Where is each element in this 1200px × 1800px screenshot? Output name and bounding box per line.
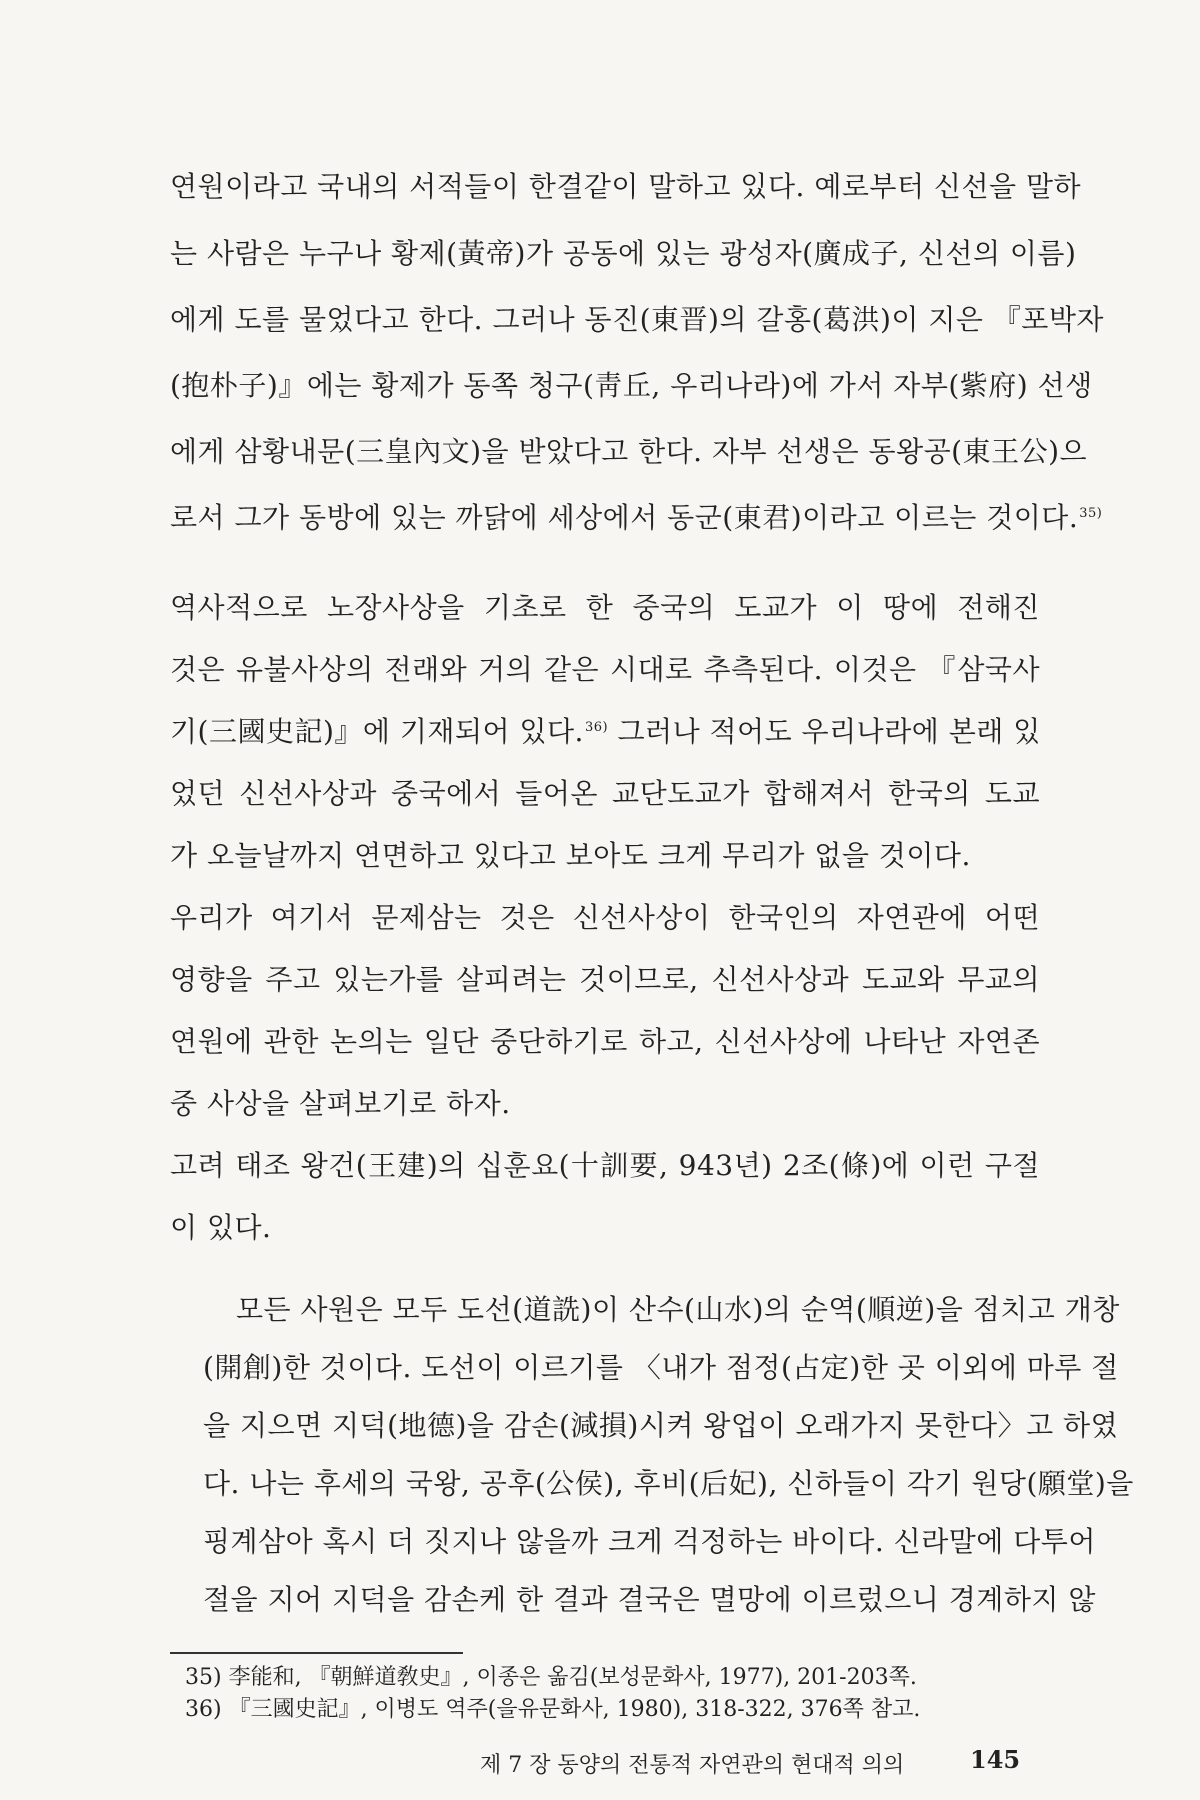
text-line: 우리가 여기서 문제삼는 것은 신선사상이 한국인의 자연관에 어떤 [170,901,1040,934]
quote-line: 핑계삼아 혹시 더 짓지나 않을까 크게 걱정하는 바이다. 신라말에 다투어 [203,1525,1096,1558]
quote-line: 다. 나는 후세의 국왕, 공후(公侯), 후비(后妃), 신하들이 각기 원당(願堂)을 [203,1467,1134,1500]
page-number: 145 [970,1745,1021,1774]
footnote-ref: 35) [1079,505,1103,521]
text-line: 었던 신선사상과 중국에서 들어온 교단도교가 합해져서 한국의 도교 [170,777,1040,810]
text-line: 고려 태조 왕건(王建)의 십훈요(十訓要, 943년) 2조(條)에 이런 구절 [170,1149,1040,1182]
text-line: 역사적으로 노장사상을 기초로 한 중국의 도교가 이 땅에 전해진 [170,591,1040,624]
quote-line: 모든 사원은 모두 도선(道詵)이 산수(山水)의 순역(順逆)을 점치고 개창 [236,1293,1120,1326]
text-line: 연원에 관한 논의는 일단 중단하기로 하고, 신선사상에 나타난 자연존 [170,1025,1040,1058]
text-line: 이 있다. [170,1211,272,1244]
quote-line: 을 지으면 지덕(地德)을 감손(減損)시켜 왕업이 오래가지 못한다〉고 하였 [203,1409,1119,1442]
footnote-35: 35) 李能和, 『朝鮮道敎史』, 이종은 옮김(보성문화사, 1977), 201-203쪽. [185,1665,917,1690]
text-line: 것은 유불사상의 전래와 거의 같은 시대로 추측된다. 이것은 『삼국사 [170,653,1040,686]
text-line [170,714,1040,750]
text-span: 로서 그가 동방에 있는 까닭에 세상에서 동군(東君)이라고 이르는 것이다. [170,501,1079,534]
quote-line: (開創)한 것이다. 도선이 이르기를 〈내가 점정(占定)한 곳 이외에 마루 절 [203,1351,1119,1384]
text-line: 연원이라고 국내의 서적들이 한결같이 말하고 있다. 예로부터 신선을 말하 [170,170,1082,203]
text-line [170,500,1103,536]
text-line: (抱朴子)』에는 황제가 동쪽 청구(靑丘, 우리나라)에 가서 자부(紫府) 선생 [170,369,1093,402]
text-line: 는 사람은 누구나 황제(黃帝)가 공동에 있는 광성자(廣成子, 신선의 이름) [170,237,1077,270]
quote-line: 절을 지어 지덕을 감손케 한 결과 결국은 멸망에 이르렀으니 경계하지 않 [203,1583,1096,1616]
text-line: 에게 도를 물었다고 한다. 그러나 동진(東晋)의 갈홍(葛洪)이 지은 『포박자 [170,303,1104,336]
footnote-rule [170,1652,463,1654]
footnote-36: 36) 『三國史記』, 이병도 역주(을유문화사, 1980), 318-322, 376쪽 참고. [185,1697,921,1722]
running-footer: 제 7 장 동양의 전통적 자연관의 현대적 의의 [480,1753,905,1778]
text-span: 기(三國史記)』에 기재되어 있다. [170,715,584,748]
text-line: 영향을 주고 있는가를 살피려는 것이므로, 신선사상과 도교와 무교의 [170,963,1040,996]
text-span: 그러나 적어도 우리나라에 본래 있 [617,715,1041,748]
text-line: 가 오늘날까지 연면하고 있다고 보아도 크게 무리가 없을 것이다. [170,839,971,872]
text-line: 중 사상을 살펴보기로 하자. [170,1087,511,1120]
footnote-ref: 36) [584,719,609,735]
text-line: 에게 삼황내문(三皇內文)을 받았다고 한다. 자부 선생은 동왕공(東王公)으 [170,435,1088,468]
